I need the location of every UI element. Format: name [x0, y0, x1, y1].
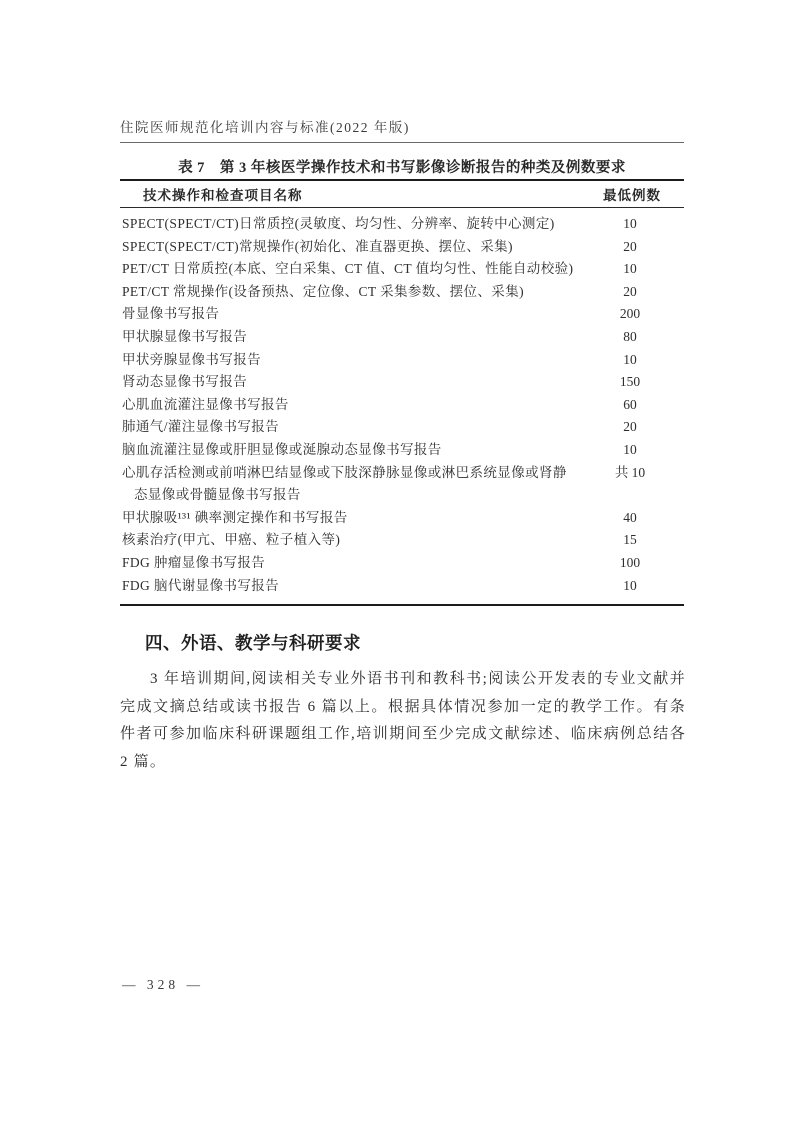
table-row: [120, 416, 684, 439]
table-body: [120, 208, 684, 604]
table-title: 表 7 第 3 年核医学操作技术和书写影像诊断报告的种类及例数要求: [178, 160, 626, 176]
row-min-count: 150: [619, 374, 641, 390]
row-min-count: 10: [623, 577, 637, 593]
table-row: [120, 439, 684, 462]
row-min-count: 10: [623, 441, 637, 457]
section-paragraph: 3 年培训期间,阅读相关专业外语书刊和教科书;阅读公开发表的专业文献并完成文摘总结或读书报告 6 篇以上。根据具体情况参加一定的教学工作。有条件者可参加临床科研课题组工作,培训期间至少完成文献综述、临床病例总结各 2 篇。: [120, 671, 686, 770]
row-min-count: 20: [623, 238, 637, 254]
table-row: [120, 529, 684, 552]
table-row: [120, 349, 684, 372]
row-min-count: 10: [623, 216, 637, 231]
row-item-name: 骨显像书写报告: [122, 306, 220, 322]
row-item-name: PET/CT 常规操作(设备预热、定位像、CT 采集参数、摆位、采集): [122, 283, 525, 299]
column-header-item-name: 技术操作和检查项目名称: [143, 188, 303, 203]
table-row: [120, 258, 684, 281]
table-row: [120, 213, 684, 236]
row-item-name: 心肌存活检测或前哨淋巴结显像或下肢深静脉显像或淋巴系统显像或肾静态显像或骨髓显像书写报告: [122, 464, 567, 503]
row-min-count: 10: [623, 261, 637, 277]
table-row: [120, 394, 684, 417]
row-item-name: 心肌血流灌注显像书写报告: [122, 396, 289, 412]
row-min-count: 80: [623, 328, 637, 344]
row-min-count: 20: [623, 419, 637, 435]
running-header: 住院医师规范化培训内容与标准(2022 年版): [120, 116, 684, 143]
row-min-count: 10: [623, 351, 637, 367]
column-header-min-count: 最低例数: [603, 188, 661, 203]
row-item-name: 甲状腺吸¹³¹ 碘率测定操作和书写报告: [122, 509, 348, 525]
table-row: [120, 281, 684, 304]
table-row: [120, 575, 684, 598]
row-min-count: 20: [623, 283, 637, 299]
table-header-row: [120, 181, 684, 208]
row-item-name: 甲状旁腺显像书写报告: [122, 351, 261, 367]
row-min-count: 200: [619, 306, 641, 322]
table-row: [120, 326, 684, 349]
row-item-name: 肺通气/灌注显像书写报告: [122, 419, 280, 435]
row-min-count: 60: [623, 396, 637, 412]
row-min-count: 共 10: [614, 464, 646, 480]
row-min-count: 40: [623, 509, 637, 525]
row-item-name: 肾动态显像书写报告: [122, 374, 248, 390]
requirements-table: [120, 179, 684, 606]
row-item-name: FDG 脑代谢显像书写报告: [122, 577, 280, 593]
table-row: [120, 236, 684, 259]
row-item-name: 甲状腺显像书写报告: [122, 328, 248, 344]
row-item-name: SPECT(SPECT/CT)日常质控(灵敏度、均匀性、分辨率、旋转中心测定): [122, 216, 555, 231]
section-heading: 四、外语、教学与科研要求: [145, 633, 361, 653]
row-item-name: FDG 肿瘤显像书写报告: [122, 554, 266, 570]
row-item-name: 脑血流灌注显像或肝胆显像或涎腺动态显像书写报告: [122, 441, 442, 457]
table-row: [120, 462, 684, 507]
table-row: [120, 507, 684, 530]
row-item-name: 核素治疗(甲亢、甲癌、粒子植入等): [122, 532, 341, 548]
table-row: [120, 371, 684, 394]
page-number: — 328 —: [122, 977, 204, 992]
row-item-name: SPECT(SPECT/CT)常规操作(初始化、准直器更换、摆位、采集): [122, 238, 513, 254]
row-min-count: 15: [623, 532, 637, 548]
table-row: [120, 552, 684, 575]
row-min-count: 100: [619, 554, 641, 570]
table-row: [120, 303, 684, 326]
row-item-name: PET/CT 日常质控(本底、空白采集、CT 值、CT 值均匀性、性能自动校验): [122, 261, 574, 277]
